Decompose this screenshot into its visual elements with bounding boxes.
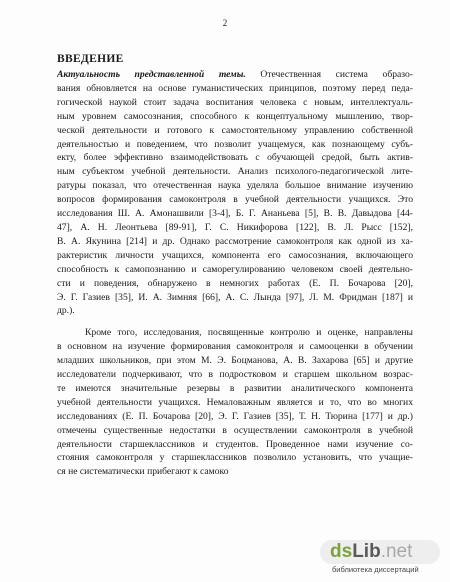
watermark-logo xyxy=(320,540,444,576)
text-line: вопросов формирования самоконтроля в учебной деятельности учащихся. Это xyxy=(57,194,413,206)
text-line: вания обновляется на основе гуманистических принципов, поэтому перед педа- xyxy=(57,82,413,94)
page-number: 2 xyxy=(222,18,228,28)
dslib-logo: dsLib.net xyxy=(330,541,413,562)
text-line: способность к самопознанию и саморегулированию человеком своей деятельно- xyxy=(57,263,413,275)
text-line: екту, более эффективно взаимодействовать с обучающей средой, быть актив- xyxy=(57,152,413,164)
text-line: др.). xyxy=(57,305,75,317)
paragraph-2 xyxy=(57,326,413,479)
text-line: деятельности старшеклассников и студентов. Проведенное нами изучение со- xyxy=(57,438,413,450)
text-line: младших школьников, при этом М. Э. Боцманова, А. В. Захарова [65] и другие xyxy=(57,355,413,367)
text-line: гогической наукой стоит задача воспитания человека с новым, интеллектуаль- xyxy=(57,96,413,108)
text-line: в основном на изучение формирования самоконтроля и самооценки в обучении xyxy=(57,341,413,353)
text-line: ным субъектом учебной деятельности. Анализ психолого-педагогической лите- xyxy=(57,166,413,178)
lead-phrase: Актуальность представленной темы. xyxy=(57,69,246,80)
text-line: стояния самоконтроля у старшеклассников позволило установить, что учащие- xyxy=(57,452,413,464)
text-line: исследователи подчеркивают, что в подростковом и старшем школьном возрас- xyxy=(57,369,413,381)
text-line: ным уровнем самосознания, способного к концептуальному мышлению, твор- xyxy=(57,110,413,122)
section-heading: ВВЕДЕНИЕ xyxy=(57,53,124,65)
text-line: В. А. Якунина [214] и др. Однако рассмотрение самоконтроля как одной из ха- xyxy=(57,235,413,247)
text-line: исследованиях (Е. П. Бочарова [20], Э. Г. Газиев [35], Т. Н. Тюрина [177] и др.) xyxy=(57,410,413,422)
text-line: сти и поведения, обнаружено в немногих работах (Е. П. Бочарова [20], xyxy=(57,277,413,289)
body-text xyxy=(57,68,413,479)
text-line: отмечены существенные недостатки в осуществлении самоконтроля в учебной xyxy=(57,424,413,436)
text-line: Кроме того, исследования, посвященные контролю и оценке, направлены xyxy=(85,327,413,339)
text-line: исследования Ш. А. Амонашвили [3-4], Б. Г. Ананьева [5], В. В. Давыдова [44- xyxy=(57,208,413,220)
text-fragment: Отечественная система образо- xyxy=(245,69,413,80)
text-line: Э. Г. Газиев [35], И. А. Зимняя [66], А. С. Лында [97], Л. М. Фридман [187] и xyxy=(57,291,413,303)
text-line: учебной деятельности учащихся. Немаловажным является и то, что во многих xyxy=(57,396,413,408)
text-line xyxy=(57,68,413,82)
paragraph-1 xyxy=(57,68,413,318)
text-line: деятельностью и поведением, что позволит учащемуся, как познающему субъ- xyxy=(57,138,413,150)
text-line: ся не систематически прибегают к самоко xyxy=(57,466,229,478)
text-line: 47], А. Н. Леонтьева [89-91], Г. С. Никифорова [122], В. Л. Рысс [152], xyxy=(57,221,413,233)
text-line: те имеются значительные резервы в развитии аналитического компонента xyxy=(57,382,413,394)
watermark-subtitle: библиотека диссертаций xyxy=(332,565,419,574)
paragraph-gap xyxy=(57,318,413,326)
text-line: ческой деятельности и готового к самостоятельному управлению собственной xyxy=(57,124,413,136)
text-line: ратуры показал, что отечественная наука уделяла большое внимание изучению xyxy=(57,180,413,192)
text-line: рактеристик личности учащихся, компонента его самосознания, включающего xyxy=(57,249,413,261)
